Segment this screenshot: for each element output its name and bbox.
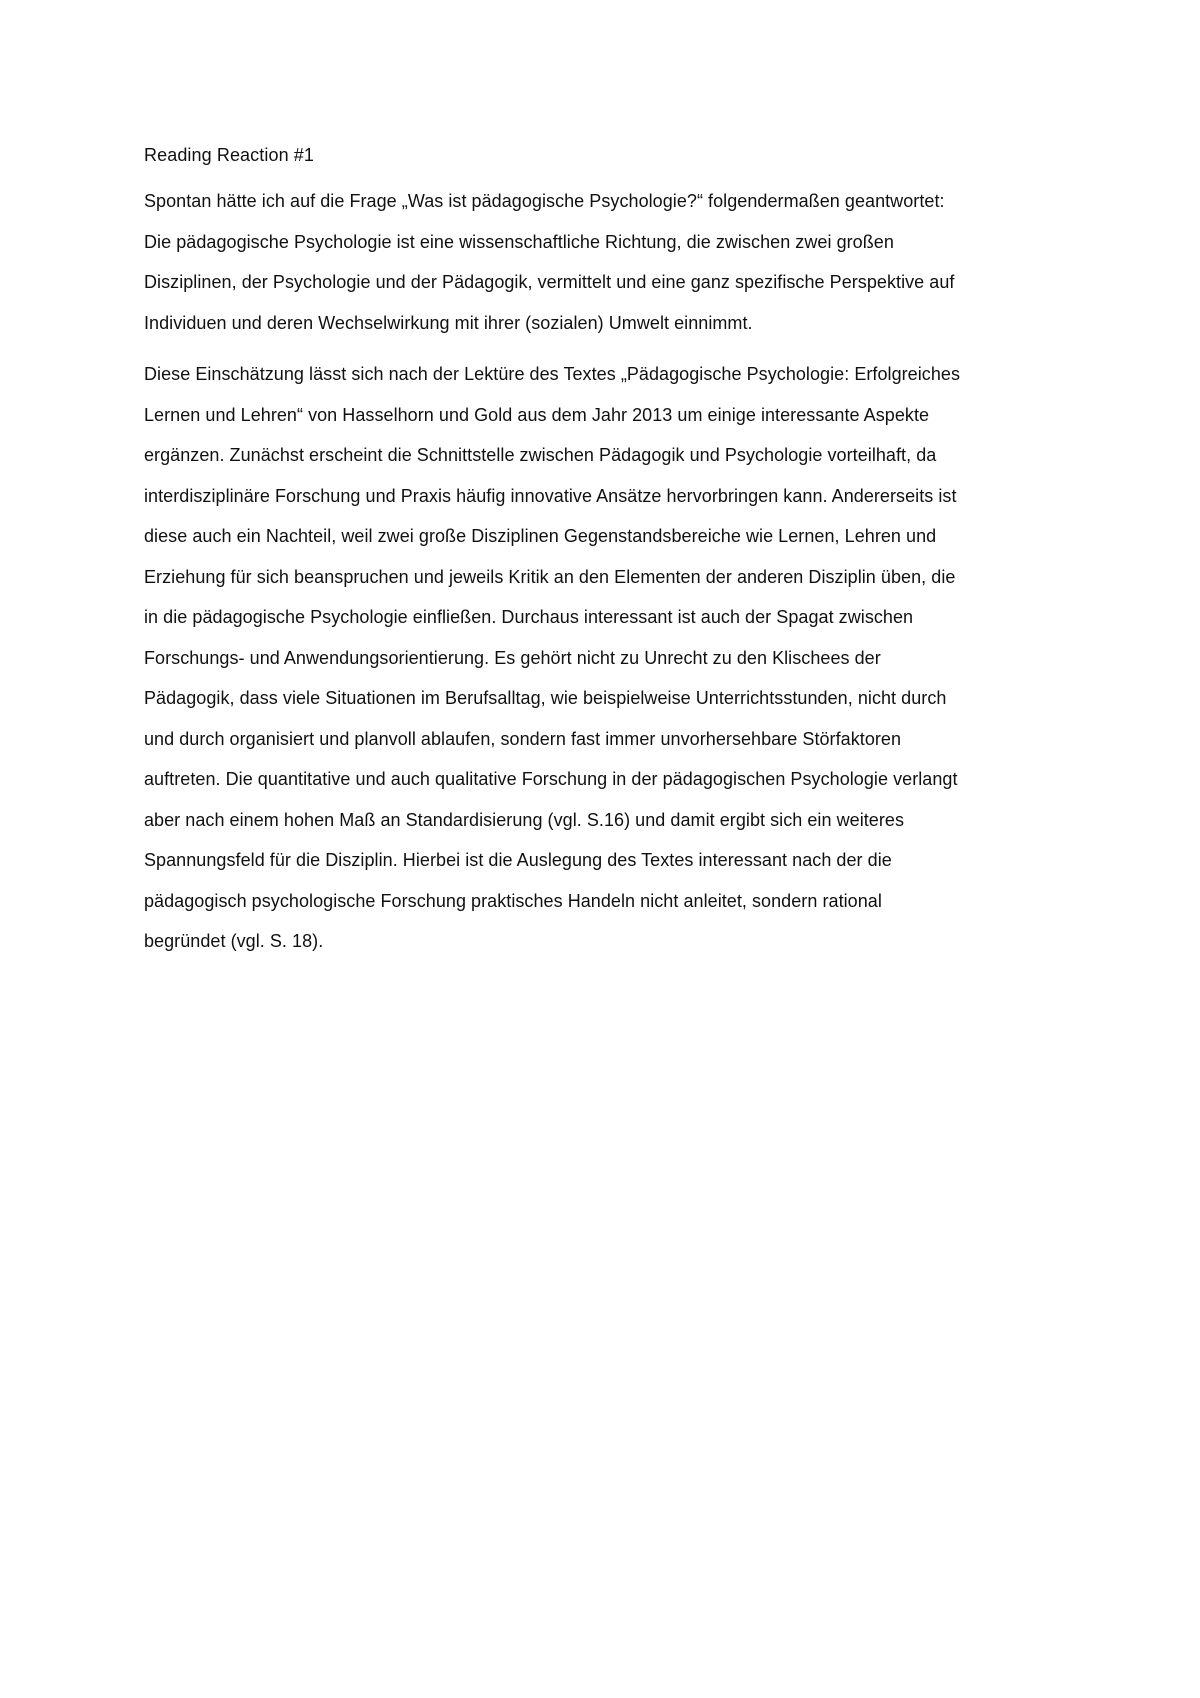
text-line: ergänzen. Zunächst erscheint die Schnittstelle zwischen Pädagogik und Psychologie vorteilhaft, da bbox=[144, 445, 937, 465]
paragraph-1 bbox=[144, 181, 1064, 343]
text-line: in die pädagogische Psychologie einfließen. Durchaus interessant ist auch der Spagat zwischen bbox=[144, 607, 914, 627]
text-line: und durch organisiert und planvoll ablaufen, sondern fast immer unvorhersehbare Störfaktoren bbox=[144, 728, 902, 749]
text-line: Pädagogik, dass viele Situationen im Berufsalltag, wie beispielweise Unterrichtsstunden, nicht durch bbox=[144, 688, 947, 708]
text-line: Disziplinen, der Psychologie und der Pädagogik, vermittelt und eine ganz spezifische Perspektive auf bbox=[144, 272, 955, 292]
text-line: Diese Einschätzung lässt sich nach der Lektüre des Textes „Pädagogische Psychologie: Erfolgreiches bbox=[144, 364, 961, 384]
text-line: Spannungsfeld für die Disziplin. Hierbei ist die Auslegung des Textes interessant nach der die bbox=[144, 850, 892, 870]
text-line: diese auch ein Nachteil, weil zwei große Disziplinen Gegenstandsbereiche wie Lernen, Lehren und bbox=[144, 526, 937, 546]
text-line: interdisziplinäre Forschung und Praxis häufig innovative Ansätze hervorbringen kann. Andererseits ist bbox=[144, 485, 957, 506]
text-line: Spontan hätte ich auf die Frage „Was ist pädagogische Psychologie?“ folgendermaßen geantwortet: bbox=[144, 191, 945, 211]
paragraph-2 bbox=[144, 354, 1064, 962]
text-line: Lernen und Lehren“ von Hasselhorn und Gold aus dem Jahr 2013 um einige interessante Aspekte bbox=[144, 404, 930, 425]
text-line: Forschungs- und Anwendungsorientierung. Es gehört nicht zu Unrecht zu den Klischees der bbox=[144, 647, 881, 668]
text-line: pädagogisch psychologische Forschung praktisches Handeln nicht anleitet, sondern rational bbox=[144, 890, 882, 911]
text-line: aber nach einem hohen Maß an Standardisierung (vgl. S.16) und damit ergibt sich ein weiteres bbox=[144, 809, 905, 830]
text-line: Erziehung für sich beanspruchen und jeweils Kritik an den Elementen der anderen Disziplin üben, die bbox=[144, 566, 956, 587]
text-line: Die pädagogische Psychologie ist eine wissenschaftliche Richtung, die zwischen zwei großen bbox=[144, 231, 894, 252]
document-title: Reading Reaction #1 bbox=[144, 145, 315, 165]
text-line: begründet (vgl. S. 18). bbox=[144, 931, 324, 951]
text-line: Individuen und deren Wechselwirkung mit ihrer (sozialen) Umwelt einnimmt. bbox=[144, 312, 753, 333]
text-line: auftreten. Die quantitative und auch qualitative Forschung in der pädagogischen Psychologie verlangt bbox=[144, 769, 958, 789]
document-body bbox=[144, 143, 1064, 973]
